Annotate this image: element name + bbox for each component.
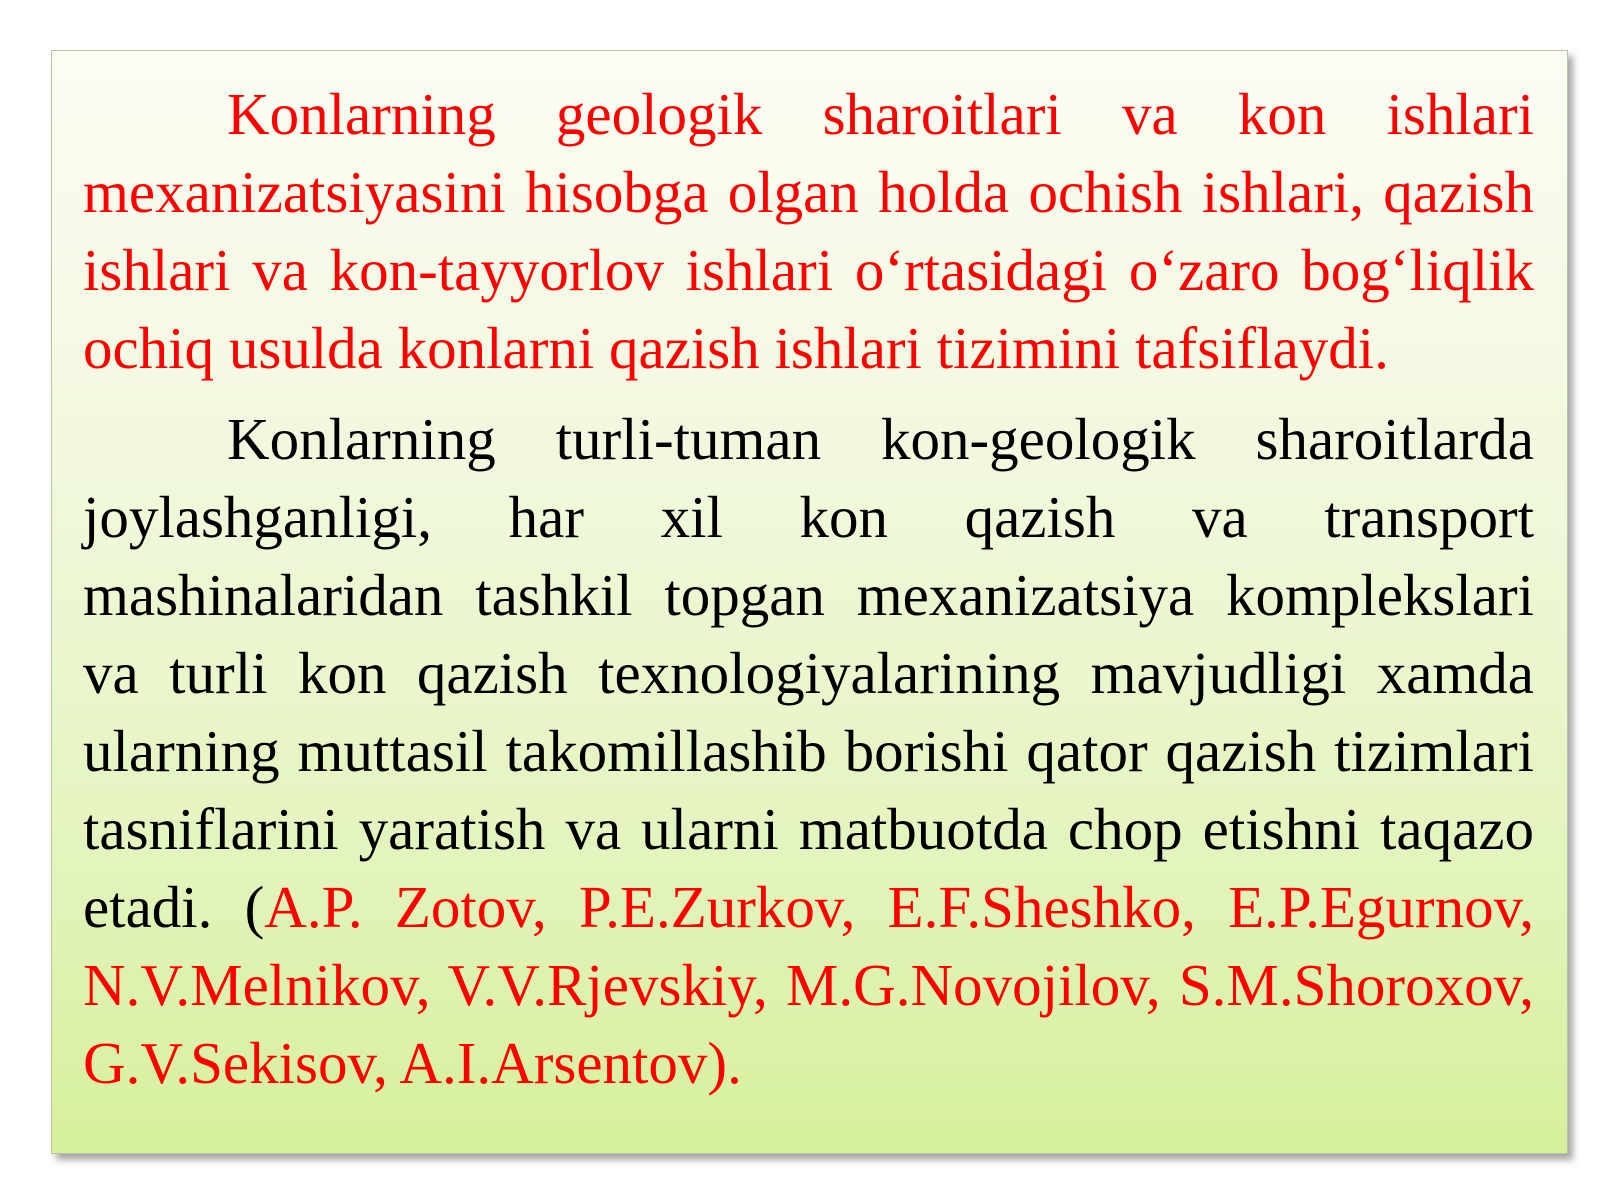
paragraph-classification-text: Konlarning turli-tuman kon-geologik sharoitlarda joylashganligi, har xil kon qazish va transport mashinalaridan tashkil topgan mexanizatsiya komplekslari va turli kon qazish texnologiyalarining mavjudligi xamda ularning muttasil takomillashib borishi qator qazish tizimlari tasniflarini yaratish va ularni matbuotda chop etishni taqazo etadi. ( bbox=[83, 406, 1534, 940]
paragraph-intro: Konlarning geologik sharoitlari va kon ishlari mexanizatsiyasini hisobga olgan holda ochish ishlari, qazish ishlari va kon-tayyorlov ishlari o‘rtasidagi o‘zaro bog‘liqlik ochiq usulda konlarni qazish ishlari tizimini tafsiflaydi. bbox=[83, 81, 1534, 381]
authors-citation: A.P. Zotov, P.E.Zurkov, E.F.Sheshko, E.P.Egurnov, N.V.Melnikov, V.V.Rjevskiy, M.G.Novojilov, S.M.Shoroxov, G.V.Sekisov, A.I.Arsentov). bbox=[83, 874, 1534, 1096]
paragraph-classification bbox=[83, 400, 1534, 1102]
slide-text-box bbox=[51, 50, 1568, 1154]
